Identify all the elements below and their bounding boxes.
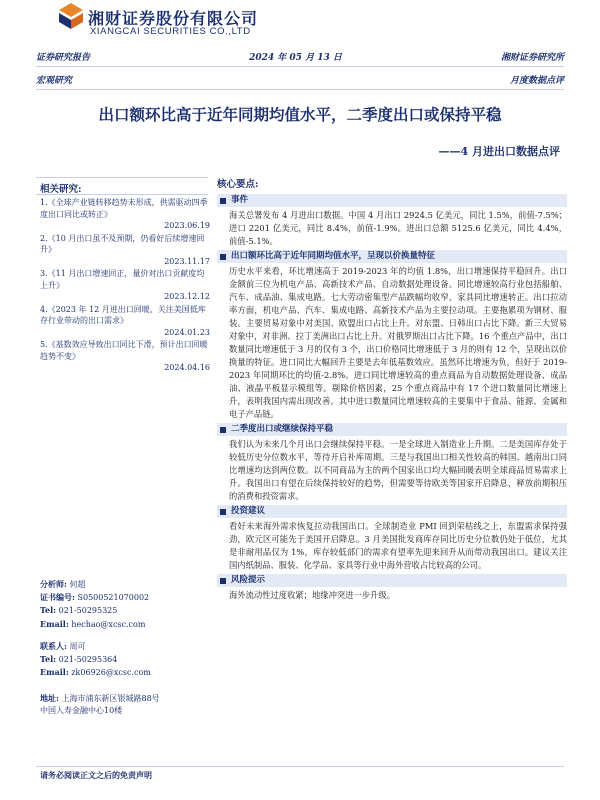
divider: [36, 194, 208, 195]
tel-label: Tel:: [40, 654, 57, 665]
analyst-label: 分析师:: [40, 579, 67, 589]
list-item[interactable]: [40, 268, 210, 303]
related-title: 2.《10 月出口虽不及预期，仍看好后续增速回升》: [40, 233, 205, 254]
related-title: 1.《全球产业链转移趋势未形成，供需驱动四季度出口同比或转正》: [40, 198, 208, 219]
section-paragraph: 我们认为未来几个月出口会继续保持平稳。一是全球进入制造业上升期。二是美国库存处于较低历史分位数水平，等待开启补库周期。三是与我国出口相关性较高的韩国、越南出口同比增速均达到两位数。以不同商品为主的两个国家出口均大幅回暖表明全球商品贸易需求上升。我国出口有望在后续保持较好的趋势，但需要等待欧美等国家开启降息，释放前期积压的消费和投资需求。: [229, 439, 567, 501]
related-date: 2024.01.23: [164, 327, 210, 337]
address-block: [40, 692, 160, 717]
section-paragraph: 看好未来海外需求恢复拉动我国出口。全球制造业 PMI 回到荣枯线之上，东盟需求保持强劲，欧元区可能先于美国开启降息。3 月美国批发商库存同比历史分位数仍处于低位，尤其是非耐用品仅为 1%，库存较低部门的需求有望率先迎来回升从而带动我国出口。建议关注国内纸制品、服装、化学品、家具等行业中海外营收占比较高的公司。: [229, 521, 567, 570]
analyst-name: 何超: [69, 580, 86, 589]
section-header-investment: [217, 505, 567, 518]
square-bullet-icon: [220, 509, 226, 515]
key-points-heading: 核心要点:: [217, 179, 259, 190]
contact-label: 联系人:: [40, 641, 67, 651]
contact-name: 周可: [69, 642, 86, 651]
related-date: 2024.04.16: [164, 363, 210, 372]
list-item[interactable]: [40, 339, 210, 374]
company-name-en: XIANGCAI SECURITIES CO.,LTD: [90, 26, 251, 37]
related-title: 5.《基数效应导致出口同比下滑，预计出口回暖趋势不变》: [40, 340, 208, 361]
report-subtitle: ——4 月进出口数据点评: [438, 145, 560, 158]
related-title: 4.《2023 年 12 月进出口回暖，关注美国低库存行业带动的出口需求》: [40, 304, 206, 325]
section-header-export: [217, 250, 567, 263]
related-research-heading: 相关研究:: [40, 184, 82, 195]
analyst-tel: 021-50295325: [58, 606, 118, 616]
report-type: 证券研究报告: [36, 52, 91, 63]
email-label: Email:: [40, 667, 69, 678]
analyst-email[interactable]: hechao@xcsc.com: [71, 619, 146, 629]
related-date: 2023.11.17: [164, 256, 210, 266]
contact-tel: 021-50295364: [58, 655, 118, 665]
divider: [36, 766, 564, 767]
section-paragraph: 海关总署发布 4 月进出口数据。中国 4 月出口 2924.5 亿美元，同比 1.5%，前值-7.5%；进口 2201 亿美元，同比 8.4%，前值-1.9%。进出口总额 5125.6 亿美元，同比 4.4%，前值-5.1%。: [229, 210, 567, 246]
disclaimer-note: 请务必阅读正文之后的免责声明: [40, 770, 152, 780]
section-title: 事件: [231, 195, 249, 205]
square-bullet-icon: [220, 254, 226, 260]
section-title: 风险提示: [231, 575, 266, 585]
report-category: 宏观研究: [36, 75, 73, 86]
address-line: 中国人寿金融中心10楼: [40, 706, 123, 716]
section-header-risk: [217, 574, 567, 587]
related-research-list: [40, 197, 210, 375]
list-item[interactable]: [40, 233, 210, 268]
square-bullet-icon: [220, 198, 226, 204]
email-label: Email:: [40, 618, 69, 629]
square-bullet-icon: [220, 578, 226, 584]
company-name-cn: 湘财证券股份有限公司: [88, 9, 259, 28]
report-title: 出口额环比高于近年同期均值水平，二季度出口或保持平稳: [98, 106, 502, 124]
cert-number: S0500521070002: [77, 593, 150, 603]
divider: [36, 177, 208, 178]
section-title: 二季度出口或继续保持平稳: [231, 424, 334, 434]
list-item[interactable]: [40, 197, 210, 232]
analyst-block: [40, 578, 149, 631]
section-header-q2: [217, 423, 567, 436]
related-title: 3.《11 月出口增速回正，量价对出口贡献度均上升》: [40, 269, 205, 290]
list-item[interactable]: [40, 304, 210, 339]
cert-label: 证书编号:: [40, 592, 75, 603]
contact-email[interactable]: zk06926@xcsc.com: [71, 668, 151, 678]
main-content: [217, 176, 567, 602]
square-bullet-icon: [220, 427, 226, 433]
related-date: 2023.06.19: [164, 221, 210, 230]
contact-block: [40, 640, 151, 680]
section-paragraph: 历史水平来看，环比增速高于 2019-2023 年的均值 1.8%，出口增速保持平稳回升。出口金额前三位为机电产品、高新技术产品、自动数据处理设备。同比增速较高行业包括船舶、汽车、成品油、集成电路。七大劳动密集型产品跌幅均收窄，家具同比增速转正。出口拉动率方面，机电产品、汽车、集成电路、高新技术产品为主要拉动项。主要拖累项为钢材、服装。主要贸易对象中对美国、欧盟出口占比上升。对东盟、日韩出口占比下降。新三大贸易对象中，对非洲、拉丁美洲出口占比上升。对俄罗斯出口占比下降。16 个重点产品中，出口数量同比增速低于 3 月的仅有 3 个，出口价格同比增速低于 3 月的则有 12 个，呈现出以价换量的特征。进口同比大幅回升主要是去年低基数效应。虽然环比增速为负，但好于 2019-2023 年同期环比的均值-2.8%。进口同比增速较高的重点商品为自动数据处理设备、成品油、液晶平板显示模组等。剔除价格因素，25 个重点商品中有 17 个进口数量同比增速上升，表明我国内需出现改善。其中进口数量同比增速较高的主要集中于食品、能源、金属和电子产品链。: [229, 266, 567, 419]
section-paragraph: 海外流动性过度收紧；地缘冲突进一步升级。: [229, 590, 395, 600]
address-line: 上海市浦东新区银城路88号: [61, 694, 160, 703]
section-title: 投资建议: [231, 506, 266, 516]
related-date: 2023.12.12: [164, 292, 210, 301]
report-category-bar: [36, 70, 564, 88]
institute-name: 湘财证券研究所: [500, 52, 564, 63]
report-date: 2024 年 05 月 13 日: [249, 52, 342, 63]
divider: [36, 66, 564, 67]
divider: [36, 89, 564, 90]
section-header-event: [217, 194, 567, 207]
address-label: 地址:: [40, 693, 59, 703]
report-meta-bar: [36, 47, 564, 65]
section-title: 出口额环比高于近年同期均值水平，呈现以价换量特征: [231, 251, 436, 261]
tel-label: Tel:: [40, 605, 57, 616]
xiangcai-logo-icon: [57, 2, 85, 30]
report-subcategory: 月度数据点评: [509, 75, 564, 86]
